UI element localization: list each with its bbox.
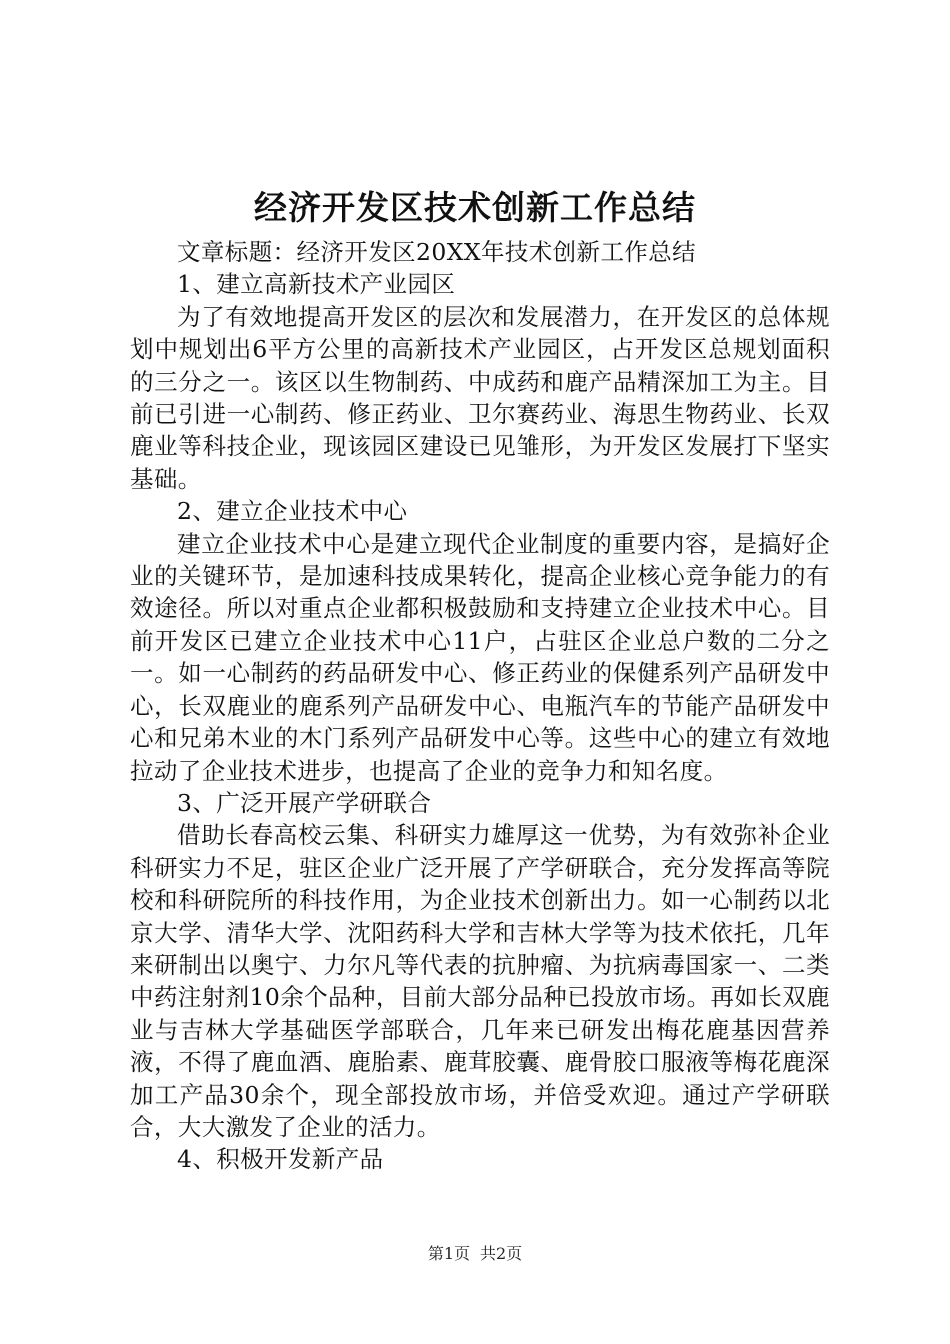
page-footer bbox=[0, 1242, 950, 1266]
section-heading-4: 4、积极开发新产品 bbox=[177, 1145, 384, 1174]
section-paragraph-3: 借助长春高校云集、科研实力雄厚这一优势，为有效弥补企业科研实力不足，驻区企业广泛开展了产学研联合，充分发挥高等院校和科研院所的科技作用，为企业技术创新出力。如一心制药以北京大学、清华大学、沈阳药科大学和吉林大学等为技术依托，几年来研制出以奥宁、力尔凡等代表的抗肿瘤、为抗病毒国家一、二类中药注射剂10余个品种，目前大部分品种已投放市场。再如长双鹿业与吉林大学基础医学部联合，几年来已研发出梅花鹿基因营养液，不得了鹿血酒、鹿胎素、鹿茸胶囊、鹿骨胶口服液等梅花鹿深加工产品30余个，现全部投放市场，并倍受欢迎。通过产学研联合，大大激发了企业的活力。 bbox=[130, 821, 830, 1141]
document-title: 经济开发区技术创新工作总结 bbox=[254, 188, 696, 227]
section-heading-2: 2、建立企业技术中心 bbox=[177, 497, 408, 526]
section-heading-3: 3、广泛开展产学研联合 bbox=[177, 788, 432, 817]
page-number: 第1页 bbox=[427, 1244, 470, 1263]
article-title-line: 文章标题：经济开发区20XX年技术创新工作总结 bbox=[177, 238, 697, 266]
section-heading-1: 1、建立高新技术产业园区 bbox=[177, 270, 456, 299]
page-total: 共2页 bbox=[480, 1244, 523, 1263]
document-body bbox=[130, 236, 830, 1176]
section-paragraph-1: 为了有效地提高开发区的层次和发展潜力，在开发区的总体规划中规划出6平方公里的高新技术产业园区，占开发区总规划面积的三分之一。该区以生物制药、中成药和鹿产品精深加工为主。目前已引进一心制药、修正药业、卫尔赛药业、海思生物药业、长双鹿业等科技企业，现该园区建设已见雏形，为开发区发展打下坚实基础。 bbox=[130, 302, 830, 493]
section-paragraph-2: 建立企业技术中心是建立现代企业制度的重要内容，是搞好企业的关键环节，是加速科技成果转化，提高企业核心竞争能力的有效途径。所以对重点企业都积极鼓励和支持建立企业技术中心。目前开发区已建立企业技术中心11户，占驻区企业总户数的二分之一。如一心制药的药品研发中心、修正药业的保健系列产品研发中心，长双鹿业的鹿系列产品研发中心、电瓶汽车的节能产品研发中心和兄弟木业的木门系列产品研发中心等。这些中心的建立有效地拉动了企业技术进步，也提高了企业的竞争力和知名度。 bbox=[130, 529, 830, 785]
